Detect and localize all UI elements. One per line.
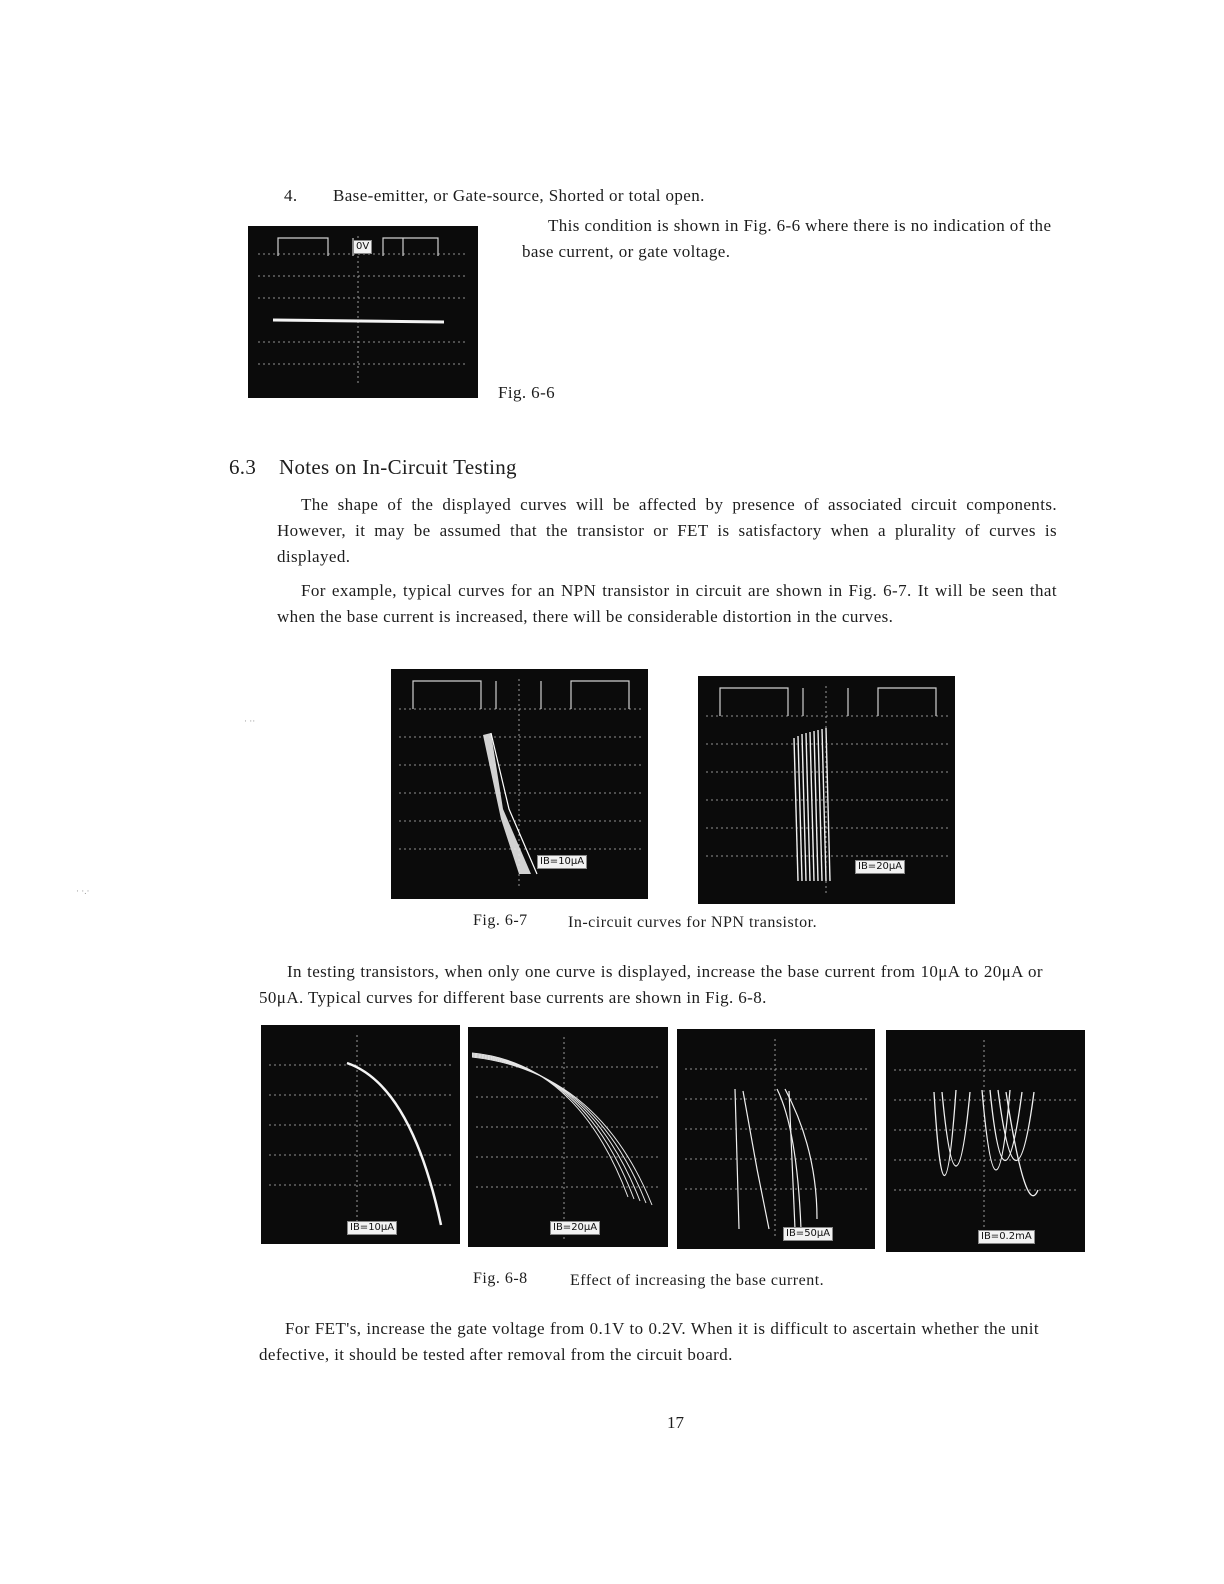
section-number: 6.3 [229,455,257,479]
page-number: 17 [667,1413,684,1432]
scope-graticule [886,1030,1085,1252]
item-number: 4. [284,186,298,205]
scope-graticule [698,676,955,904]
oscilloscope-photo-fig6-8-b [468,1027,668,1247]
scope-label: 0V [353,240,372,254]
item-body: This condition is shown in Fig. 6-6 where there is no indication of the base current, or gate voltage. [522,216,1052,261]
oscilloscope-photo-fig6-8-c [677,1029,875,1249]
paragraph-2: For example, typical curves for an NPN transistor in circuit are shown in Fig. 6-7. It will be seen that when the base current is increased, there will be considerable distortion in the curves. [277,581,1057,626]
oscilloscope-photo-fig6-7-right [698,676,955,904]
scope-label: IB=50μA [783,1227,833,1241]
figure-caption-fig6-7: In-circuit curves for NPN transistor. [568,914,818,931]
figure-caption-fig6-6: Fig. 6-6 [498,383,556,402]
item-heading: Base-emitter, or Gate-source, Shorted or total open. [333,186,705,205]
figure-caption-fig6-8: Effect of increasing the base current. [570,1272,825,1289]
paragraph-3: In testing transistors, when only one curve is displayed, increase the base current from 10μA to 20μA or 50μA. Typical curves for different base currents are shown in Fig. 6-8. [259,962,1043,1007]
paragraph-1: The shape of the displayed curves will be affected by presence of associated circuit components. However, it may be assumed that the transistor or FET is satisfactory when a plurality of curves is displayed. [277,495,1057,566]
scan-speck: · ·.· [76,886,90,896]
scope-label: IB=20μA [550,1221,600,1235]
scope-graticule [677,1029,875,1249]
scan-speck: · ·· [244,716,256,726]
scope-label: IB=0.2mA [978,1230,1035,1244]
scope-label: IB=10μA [537,855,587,869]
oscilloscope-photo-fig6-8-a [261,1025,460,1244]
oscilloscope-photo-fig6-7-left [391,669,648,899]
scope-graticule [391,669,648,899]
oscilloscope-photo-fig6-8-d [886,1030,1085,1252]
section-title: Notes on In-Circuit Testing [279,455,517,479]
paragraph-4: For FET's, increase the gate voltage from 0.1V to 0.2V. When it is difficult to ascertain whether the unit defective, it should be tested after removal from the circuit board. [259,1319,1039,1364]
scope-label: IB=10μA [347,1221,397,1235]
figure-number-fig6-8: Fig. 6-8 [473,1270,528,1287]
oscilloscope-photo-fig6-6 [248,226,478,398]
scope-graticule [468,1027,668,1247]
figure-number-fig6-7: Fig. 6-7 [473,912,528,929]
scope-label: IB=20μA [855,860,905,874]
scope-graticule [261,1025,460,1244]
